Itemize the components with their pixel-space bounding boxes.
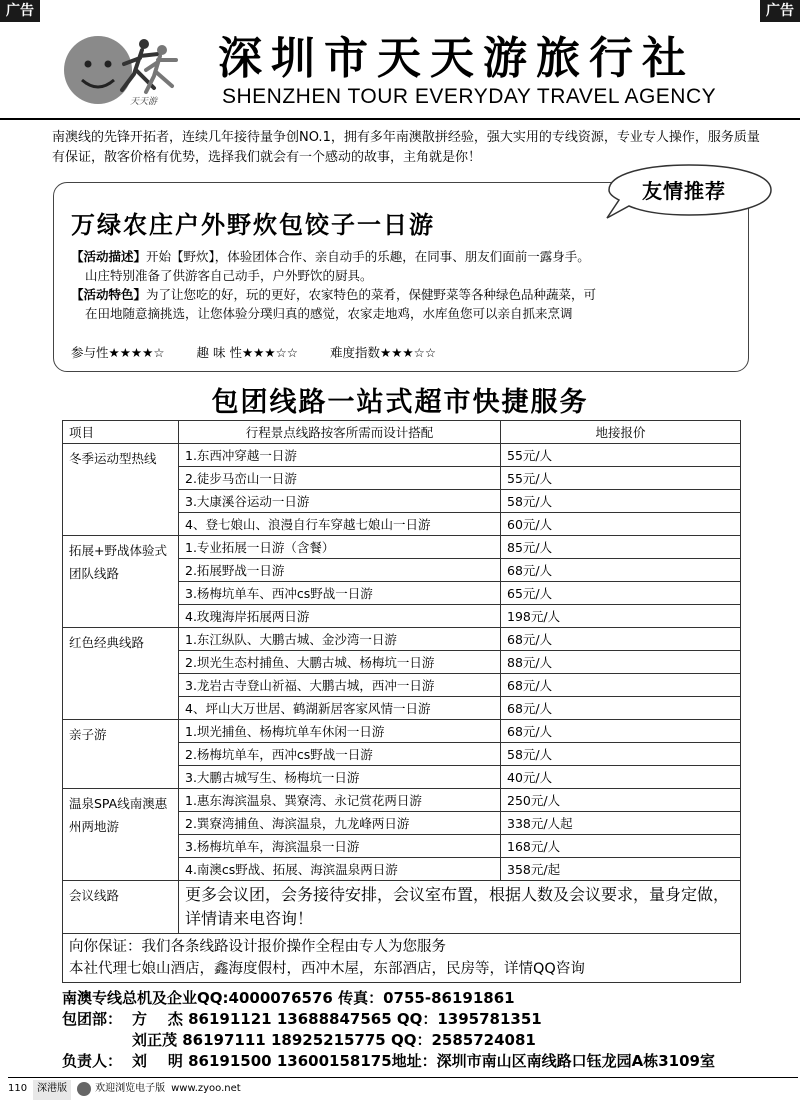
feature-line-1: 为了让您吃的好，玩的更好，农家特色的菜肴，保健野菜等各种绿色品种蔬菜，可 [146, 287, 597, 302]
route-name: 1.坝光捕鱼、杨梅坑单车休闲一日游 [179, 720, 501, 743]
route-price: 68元/人 [501, 674, 741, 697]
route-price: 250元/人 [501, 789, 741, 812]
footer-url[interactable]: www.zyoo.net [171, 1083, 241, 1094]
edition-logo-icon [77, 1082, 91, 1096]
route-price: 168元/人 [501, 835, 741, 858]
route-name: 1.专业拓展一日游（含餐） [179, 536, 501, 559]
route-name: 2.徒步马峦山一日游 [179, 467, 501, 490]
route-price: 60元/人 [501, 513, 741, 536]
route-name: 3.大康溪谷运动一日游 [179, 490, 501, 513]
hotline-text: 南澳专线总机及企业QQ:4000076576 传真：0755-86191861 [62, 989, 515, 1007]
route-name: 2.坝光生态村捕鱼、大鹏古城、杨梅坑一日游 [179, 651, 501, 674]
agency-header [0, 22, 800, 118]
contact-block [62, 988, 715, 1072]
page-number: 110 [8, 1083, 28, 1094]
desc-label: 【活动描述】 [71, 249, 147, 264]
manager-label: 负责人： [62, 1052, 123, 1070]
meeting-category: 会议线路 [63, 881, 179, 934]
contact-group-dept-2 [62, 1030, 715, 1051]
guarantee-line-1: 向你保证：我们各条线路设计报价操作全程由专人为您服务 [69, 939, 446, 955]
route-name: 3.大鹏古城写生、杨梅坑一日游 [179, 766, 501, 789]
ratings-row [71, 343, 468, 361]
page-footer [8, 1080, 798, 1100]
table-row [63, 789, 741, 812]
route-category: 亲子游 [63, 720, 179, 789]
route-name: 1.惠东海滨温泉、巽寮湾、永记赏花两日游 [179, 789, 501, 812]
contact-hotline [62, 988, 715, 1009]
group-dept-contact-1: 方 杰 86191121 13688847565 QQ：1395781351 [132, 1010, 542, 1028]
route-category: 拓展+野战体验式团队线路 [63, 536, 179, 628]
table-row [63, 536, 741, 559]
rating-difficulty: 难度指数★★★☆☆ [330, 345, 437, 360]
ad-tag-left: 广告 [0, 0, 40, 22]
agency-logo [62, 30, 187, 110]
table-row [63, 628, 741, 651]
route-price: 40元/人 [501, 766, 741, 789]
featured-title: 万绿农庄户外野炊包饺子一日游 [71, 211, 435, 239]
rating-participation: 参与性★★★★☆ [71, 345, 165, 360]
recommend-badge: 友情推荐 [642, 179, 726, 203]
route-price: 68元/人 [501, 697, 741, 720]
route-name: 2.巽寮湾捕鱼、海滨温泉，九龙峰两日游 [179, 812, 501, 835]
header-item: 项目 [63, 421, 179, 444]
route-category: 红色经典线路 [63, 628, 179, 720]
table-row [63, 720, 741, 743]
route-price: 68元/人 [501, 559, 741, 582]
contact-group-dept-1 [62, 1009, 715, 1030]
section-title: 包团线路一站式超市快捷服务 [211, 387, 589, 418]
route-category: 温泉SPA线南澳惠州两地游 [63, 789, 179, 881]
guarantee-cell [63, 934, 741, 983]
feature-line-2: 在田地随意摘挑选，让您体验分璞归真的感觉，农家走地鸡，水库鱼您可以亲自抓来烹调 [85, 306, 573, 321]
header-route: 行程景点线路按客所需而设计搭配 [179, 421, 501, 444]
group-dept-contact-2: 刘正茂 86197111 18925215775 QQ：2585724081 [132, 1031, 536, 1049]
route-name: 1.东江纵队、大鹏古城、金沙湾一日游 [179, 628, 501, 651]
logo-caption: 天天游 [130, 97, 158, 107]
route-price: 68元/人 [501, 720, 741, 743]
agency-name-en: SHENZHEN TOUR EVERYDAY TRAVEL AGENCY [222, 85, 717, 108]
routes-table [62, 420, 741, 983]
recommend-bubble [605, 162, 775, 222]
header-price: 地接报价 [501, 421, 741, 444]
route-name: 4、坪山大万世居、鹤湖新居客家风情一日游 [179, 697, 501, 720]
route-price: 58元/人 [501, 490, 741, 513]
route-name: 4.南澳cs野战、拓展、海滨温泉两日游 [179, 858, 501, 881]
route-price: 58元/人 [501, 743, 741, 766]
route-category: 冬季运动型热线 [63, 444, 179, 536]
route-price: 55元/人 [501, 444, 741, 467]
group-dept-label: 包团部： [62, 1010, 123, 1028]
route-price: 68元/人 [501, 628, 741, 651]
route-price: 85元/人 [501, 536, 741, 559]
meeting-row [63, 881, 741, 934]
feature-label: 【活动特色】 [71, 287, 147, 302]
route-name: 2.拓展野战一日游 [179, 559, 501, 582]
header-divider [0, 118, 800, 120]
meeting-text: 更多会议团，会务接待安排，会议室布置，根据人数及会议要求，量身定做，详情请来电咨询！ [179, 881, 741, 934]
route-price: 338元/人起 [501, 812, 741, 835]
smiley-runner-logo-icon [62, 30, 187, 110]
route-name: 3.杨梅坑单车、西冲cs野战一日游 [179, 582, 501, 605]
ad-tag-right: 广告 [760, 0, 800, 22]
route-name: 3.杨梅坑单车，海滨温泉一日游 [179, 835, 501, 858]
route-price: 358元/起 [501, 858, 741, 881]
guarantee-line-2: 本社代理七娘山酒店，鑫海度假村，西冲木屋，东部酒店，民房等，详情QQ咨询 [69, 961, 585, 977]
route-name: 2.杨梅坑单车，西冲cs野战一日游 [179, 743, 501, 766]
desc-line-2: 山庄特别准备了供游客自己动手，户外野饮的厨具。 [85, 268, 373, 283]
route-price: 55元/人 [501, 467, 741, 490]
featured-body [71, 247, 721, 323]
table-header-row [63, 421, 741, 444]
manager-contact: 刘 明 86191500 13600158175地址：深圳市南山区南线路口钰龙园A栋3109室 [132, 1052, 715, 1070]
route-name: 4、登七娘山、浪漫自行车穿越七娘山一日游 [179, 513, 501, 536]
route-name: 1.东西冲穿越一日游 [179, 444, 501, 467]
intro-paragraph: 南澳线的先锋开拓者，连续几年接待量争创NO.1，拥有多年南澳散拼经验，强大实用的专线资源，专业专人操作，服务质量有保证，散客价格有优势，选择我们就会有一个感动的故事，主角就是你！ [52, 130, 760, 165]
contact-manager [62, 1051, 715, 1072]
edition-label: 深港版 [33, 1080, 71, 1100]
agency-name-cn: 深圳市天天游旅行社 [218, 33, 695, 84]
route-price: 88元/人 [501, 651, 741, 674]
route-price: 198元/人 [501, 605, 741, 628]
footer-text: 欢迎浏览电子版 [95, 1083, 166, 1094]
guarantee-row [63, 934, 741, 983]
table-row [63, 444, 741, 467]
desc-line-1: 开始【野炊】，体验团体合作、亲自动手的乐趣，在同事、朋友们面前一露身手。 [146, 249, 590, 264]
route-price: 65元/人 [501, 582, 741, 605]
route-name: 4.玫瑰海岸拓展两日游 [179, 605, 501, 628]
rating-fun: 趣 味 性★★★☆☆ [196, 345, 299, 360]
route-name: 3.龙岩古寺登山祈福、大鹏古城，西冲一日游 [179, 674, 501, 697]
